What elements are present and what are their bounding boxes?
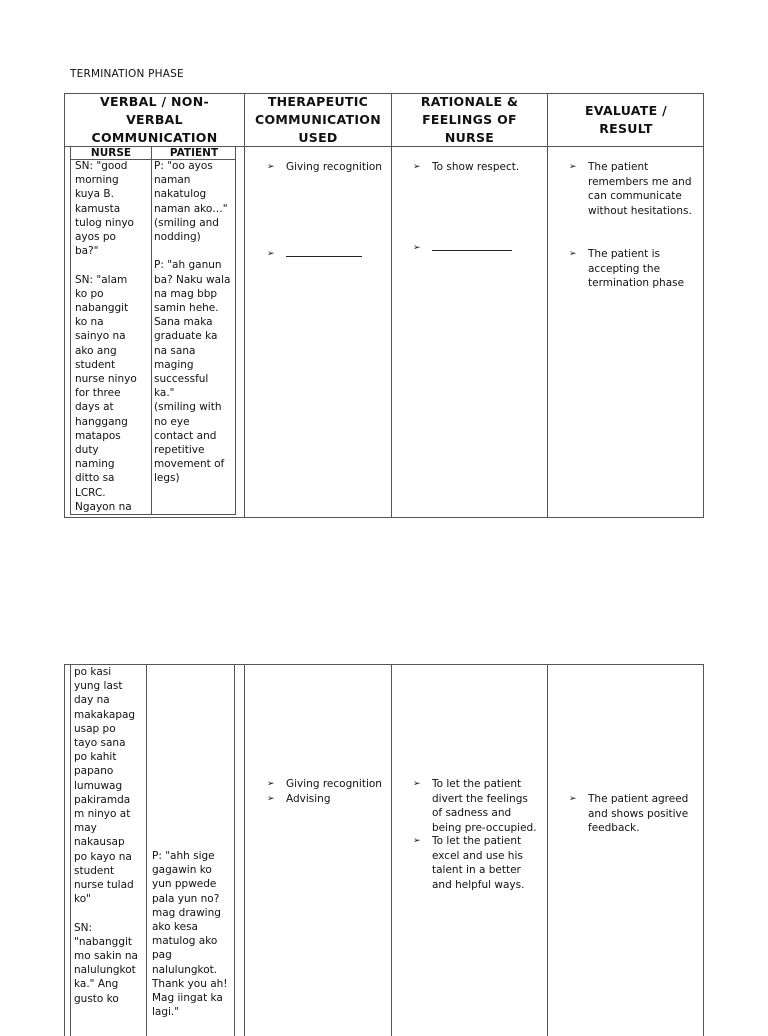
arrow-bullet-icon: ➢ — [413, 836, 421, 846]
subtable-left-border — [70, 665, 71, 1036]
list-item — [569, 247, 703, 291]
subtable-divider — [151, 147, 152, 514]
list-item — [267, 777, 389, 792]
list-item — [267, 247, 389, 262]
column-divider — [391, 94, 392, 517]
list-item — [267, 792, 389, 807]
arrow-bullet-icon: ➢ — [413, 779, 421, 789]
arrow-bullet-icon: ➢ — [569, 249, 577, 259]
therapeutic-blank-list — [267, 247, 389, 262]
arrow-bullet-icon: ➢ — [569, 162, 577, 172]
rationale-list-2 — [413, 834, 545, 892]
rationale-list — [413, 160, 545, 175]
rationale-blank-list — [413, 241, 545, 256]
rationale-list — [413, 777, 545, 835]
nurse-patient-subtable — [70, 147, 236, 515]
therapeutic-item: Advising — [286, 792, 331, 805]
arrow-bullet-icon: ➢ — [413, 243, 421, 253]
header-verbal-nonverbal: VERBAL / NON- VERBAL COMMUNICATION — [91, 94, 218, 145]
evaluate-list — [569, 792, 703, 836]
list-item — [413, 160, 545, 175]
therapeutic-item: Giving recognition — [286, 778, 382, 790]
nurse-statements: po kasi yung last day na makakapag usap po tayo sana po kahit papano lumuwag pakiramda m ninyo at may nakausap po kayo na student nurse tulad ko" SN: "nabanggit mo sakin na nalulungkot ka." Ang gusto ko — [74, 666, 138, 1005]
arrow-bullet-icon: ➢ — [267, 249, 275, 259]
header-therapeutic: THERAPEUTIC COMMUNICATION USED — [255, 94, 381, 145]
list-item — [413, 241, 545, 256]
header-rationale: RATIONALE & FEELINGS OF NURSE — [420, 94, 519, 145]
header-evaluate: EVALUATE / RESULT — [584, 103, 667, 136]
column-divider — [391, 665, 392, 1036]
evaluate-list-2 — [569, 247, 703, 291]
list-item — [569, 160, 703, 218]
nurse-statements: SN: "good morning kuya B. kamusta tulog ninyo ayos po ba?" SN: "alam ko po nabanggit ko na sainyo na ako ang student nurse ninyo for three days at hanggang matapos duty naming ditto sa LCRC. Ngayon na — [75, 160, 137, 513]
nurse-header: NURSE — [90, 147, 132, 159]
list-item — [569, 792, 703, 836]
arrow-bullet-icon: ➢ — [569, 794, 577, 804]
evaluate-item: The patient agreed and shows positive feedback. — [588, 793, 689, 834]
therapeutic-list — [267, 777, 389, 806]
column-divider — [244, 94, 245, 517]
communication-table-page2 — [64, 664, 704, 1036]
therapeutic-list — [267, 160, 389, 175]
list-item — [413, 834, 545, 892]
communication-table-page1 — [64, 93, 704, 518]
rationale-item: To show respect. — [432, 161, 520, 173]
rationale-item: To let the patient divert the feelings of sadness and being pre-occupied. — [432, 778, 537, 834]
rationale-item: To let the patient excel and use his talent in a better and helpful ways. — [432, 835, 525, 891]
page-label: TERMINATION PHASE — [70, 68, 184, 80]
column-divider — [234, 665, 235, 1036]
patient-header: PATIENT — [169, 147, 219, 159]
patient-responses: P: "oo ayos naman nakatulog naman ako…" (smiling and nodding) P: "ah ganun ba? Naku wala na mag bbp samin hehe. Sana maka graduate ka na sana maging successful ka." (smiling with no eye contact and repetitive movement of legs) — [154, 160, 231, 485]
therapeutic-item: Giving recognition — [286, 161, 382, 173]
column-divider — [547, 665, 548, 1036]
list-item — [267, 160, 389, 175]
blank-line — [286, 247, 362, 257]
arrow-bullet-icon: ➢ — [267, 162, 275, 172]
evaluate-item: The patient is accepting the termination phase — [588, 248, 685, 289]
column-divider — [547, 94, 548, 517]
patient-responses: P: "ahh sige gagawin ko yun ppwede pala yun no? mag drawing ako kesa matulog ako pag nalulungkot. Thank you ah! Mag iingat ka lagi." — [152, 850, 228, 1019]
evaluate-item: The patient remembers me and can communicate without hesitations. — [588, 161, 692, 217]
list-item — [413, 777, 545, 835]
evaluate-list — [569, 160, 703, 218]
column-divider — [244, 665, 245, 1036]
subtable-divider — [146, 665, 147, 1036]
arrow-bullet-icon: ➢ — [267, 779, 275, 789]
arrow-bullet-icon: ➢ — [267, 793, 275, 804]
arrow-bullet-icon: ➢ — [413, 162, 421, 172]
blank-line — [432, 241, 512, 251]
